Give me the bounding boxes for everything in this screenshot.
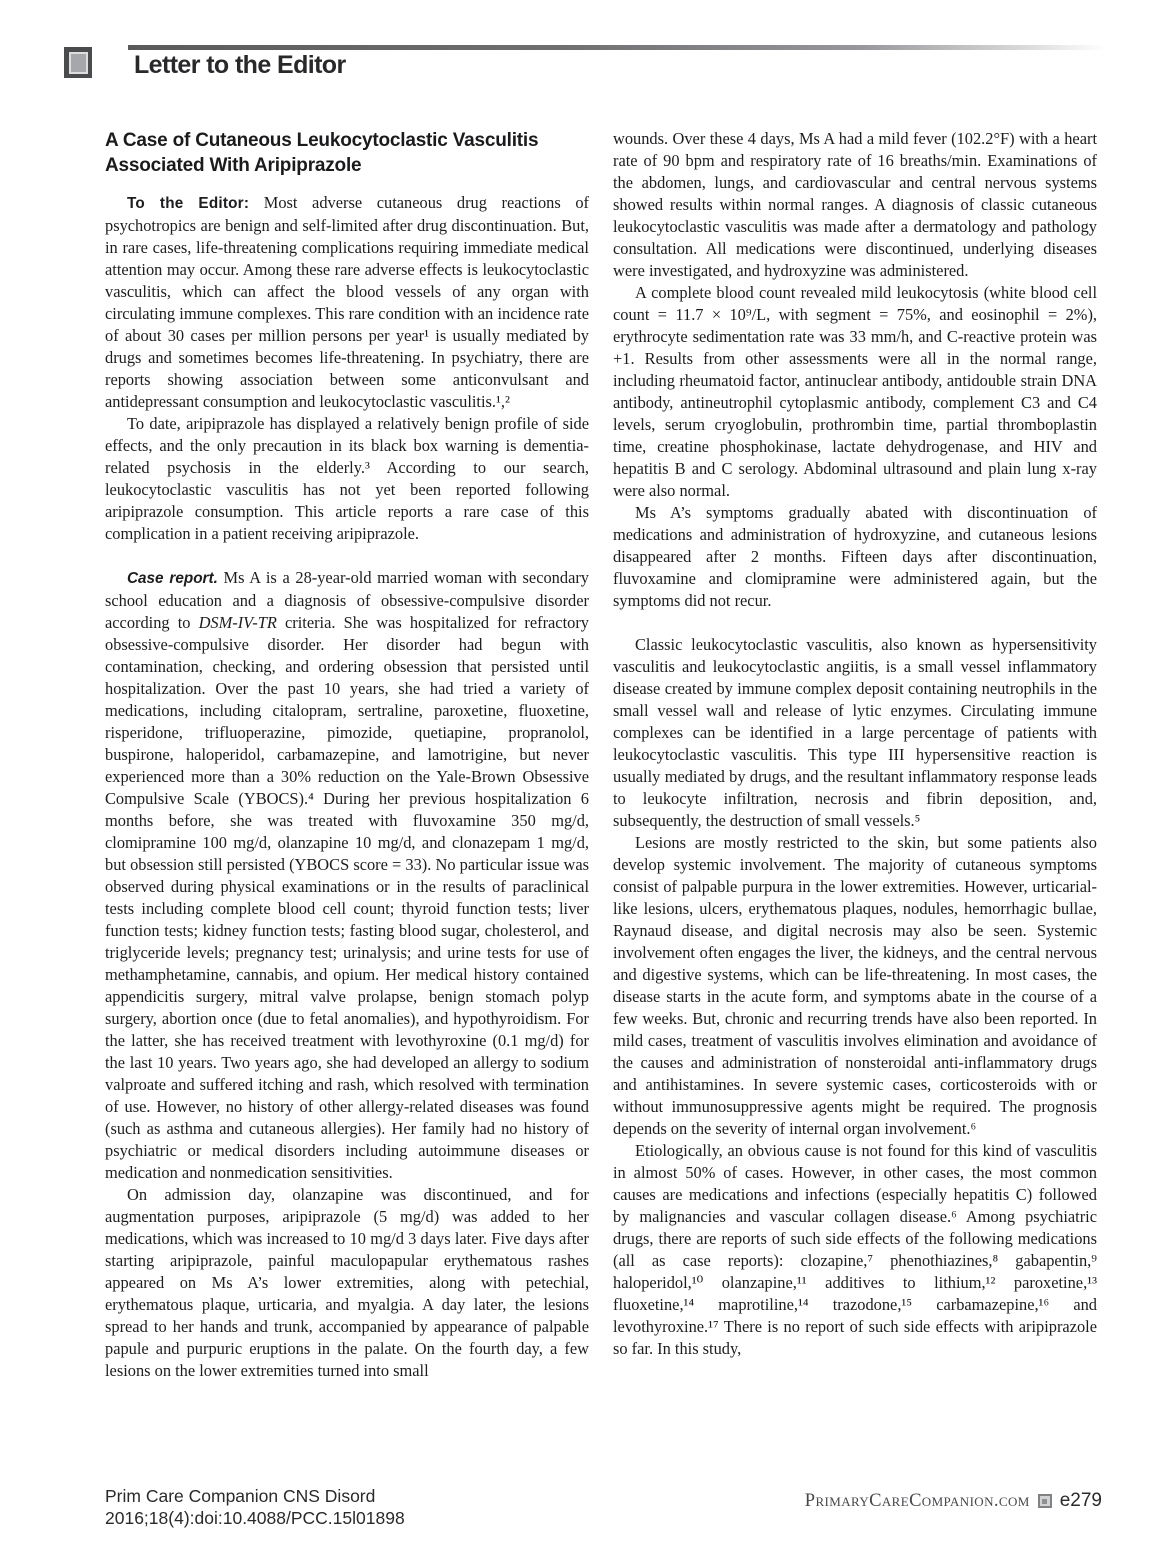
journal-website: PrimaryCareCompanion.com [804, 1490, 1030, 1511]
paragraph-text: Ms A’s symptoms gradually abated with discontinuation of medications and administration of hydroxyzine, and cutaneous lesions disappeared after 2 months. Fifteen days after discontinuation, fluvoxamine and clomipramine were administered again, but the symptoms did not recur. [613, 503, 1097, 610]
paragraph-text: A complete blood count revealed mild leukocytosis (white blood cell count = 11.7 × 10⁹/L, with segment = 75%, and eosinophil = 2%), erythrocyte sedimentation rate was 33 mm/h, and C-reactive protein was +1. Results from other assessments were all in the normal range, including rheumatoid factor, antinuclear antibody, antidouble strain DNA antibody, antineutrophil cytoplasmic antibody, complement C3 and C4 levels, serum cryoglobulin, prothrombin time, partial thromboplastin time, creatine phosphokinase, lactate dehydrogenase, and HIV and hepatitis B and C serology. Abdominal ultrasound and plain lung x-ray were also normal. [613, 283, 1097, 500]
paragraph-text: criteria. She was hospitalized for refractory obsessive-compulsive disorder. Her disorder had begun with contamination, checking, and ordering obsession that persisted until hospitalization. Over the past 10 years, she had tried a variety of medications, including citalopram, sertraline, paroxetine, fluoxetine, risperidone, trifluoperazine, pimozide, quetiapine, propranolol, buspirone, haloperidol, carbamazepine, and lamotrigine, but never experienced more than a 30% reduction on the Yale-Brown Obsessive Compulsive Scale (YBOCS).⁴ During her previous hospitalization 6 months before, she was treated with fluvoxamine 350 mg/d, clomipramine 100 mg/d, olanzapine 10 mg/d, and clonazepam 1 mg/d, but obsession still persisted (YBOCS score = 33). No particular issue was observed during physical examinations or in the results of paraclinical tests including complete blood cell count; thyroid function tests; liver function tests; kidney function tests; fasting blood sugar, cholesterol, and triglyceride levels; pregnancy test; urinalysis; and urine tests for use of methamphetamine, cannabis, and opium. Her medical history contained appendicitis surgery, mitral valve prolapse, benign stomach polyp surgery, abortion once (due to fetal anomalies), and hypothyroidism. For the latter, she has received treatment with levothyroxine (0.1 mg/d) for the last 10 years. Two years ago, she had developed an allergy to sodium valproate and suffered itching and rash, which resolved with termination of use. However, no history of other allergy-related diseases was found (such as asthma and cutaneous allergies). Her family had no history of psychiatric or medical disorders including autoimmune diseases or medication and nonmedication sensitivities. [105, 613, 589, 1182]
paragraph-wounds [613, 128, 1097, 282]
paragraph-text: Lesions are mostly restricted to the skin, but some patients also develop systemic involvement. The majority of cutaneous symptoms consist of palpable purpura in the lower extremities. However, urticarial-like lesions, ulcers, erythematous plaques, nodules, hemorrhagic bullae, Raynaud disease, and digital necrosis may also be seen. Systemic involvement often engages the liver, the kidneys, and the central nervous and digestive systems, which can be life-threatening. In most cases, the disease starts in the acute form, and symptoms abate in the course of a few weeks. But, chronic and recurring trends have also been reported. In mild cases, treatment of vasculitis involves elimination and avoidance of the causes and administration of nonsteroidal anti-inflammatory drugs and antihistamines. In severe systemic cases, corticosteroids with or without immunosuppressive agents might be required. The prognosis depends on the severity of internal organ involvement.⁶ [613, 833, 1097, 1138]
paragraph-lesions [613, 832, 1097, 1140]
paragraph-blood-count [613, 282, 1097, 502]
page-number: e279 [1059, 1490, 1102, 1511]
paragraph-text: Etiologically, an obvious cause is not found for this kind of vasculitis in almost 50% of cases. However, in other cases, the most common causes are medications and infections (especially hepatitis C) followed by malignancies and vascular collagen disease.⁶ Among psychiatric drugs, there are reports of such side effects of the following medications (all as case reports): clozapine,⁷ phenothiazines,⁸ gabapentin,⁹ haloperidol,¹⁰ olanzapine,¹¹ additives to lithium,¹² paroxetine,¹³ fluoxetine,¹⁴ maprotiline,¹⁴ trazodone,¹⁵ carbamazepine,¹⁶ and levothyroxine.¹⁷ There is no report of such side effects with aripiprazole so far. In this study, [613, 1141, 1097, 1358]
paragraph-etiology [613, 1140, 1097, 1360]
paragraph-text: wounds. Over these 4 days, Ms A had a mild fever (102.2°F) with a heart rate of 90 bpm and respiratory rate of 16 breaths/min. Examinations of the abdomen, lungs, and cardiovascular and central nervous systems showed results within normal ranges. A diagnosis of classic cutaneous leukocytoclastic vasculitis was made after a dermatology and pathology consultation. All medications were discontinued, underlying diseases were investigated, and hydroxyzine was administered. [613, 129, 1097, 280]
paragraph-text: To date, aripiprazole has displayed a relatively benign profile of side effects, and the only precaution in its black box warning is dementia-related psychosis in the elderly.³ According to our search, leukocytoclastic vasculitis has not yet been reported following aripiprazole consumption. This article reports a rare case of this complication in a patient receiving aripiprazole. [105, 414, 589, 543]
journal-name: Prim Care Companion CNS Disord [105, 1486, 376, 1506]
footer-badge-icon [1038, 1494, 1052, 1508]
right-column [613, 128, 1097, 1360]
paragraph-text: Ms A is a 28-year-old married woman with secondary school education and a diagnosis of obsessive-compulsive disorder according to [105, 568, 589, 632]
paragraph-text: Classic leukocytoclastic vasculitis, also known as hypersensitivity vasculitis and leukocytoclastic angiitis, is a small vessel inflammatory disease created by immune complex deposit containing neutrophils in the small vessel wall and release of lytic enzymes. Circulating immune complexes can be identified in a large percentage of patients with leukocytoclastic vasculitis. This type III hypersensitive reaction is usually mediated by drugs, and the resultant inflammatory response leads to leukocyte infiltration, necrosis and fibrin deposition, and, subsequently, the destruction of small vessels.⁵ [613, 635, 1097, 830]
footer-badge-inner-square [1042, 1499, 1047, 1504]
article-title: A Case of Cutaneous Leukocytoclastic Vasculitis Associated With Aripiprazole [105, 130, 539, 176]
paragraph-admission [105, 1184, 589, 1382]
header-gradient-rule [128, 45, 1103, 50]
left-column [105, 128, 589, 1382]
section-badge-icon [64, 47, 92, 78]
paragraph-to-date [105, 413, 589, 545]
to-the-editor-lead: To the Editor: [127, 195, 250, 212]
footer-right [805, 1490, 1102, 1512]
case-report-lead: Case report. [127, 570, 218, 587]
paragraph-intro [105, 192, 589, 413]
journal-doi: 2016;18(4):doi:10.4088/PCC.15l01898 [105, 1508, 405, 1528]
dsm-reference: DSM-IV-TR [198, 613, 277, 632]
paragraph-text: Most adverse cutaneous drug reactions of psychotropics are benign and self-limited after drug discontinuation. But, in rare cases, life-threatening complications requiring immediate medical attention may occur. Among these rare adverse effects is leukocytoclastic vasculitis, which can affect the blood vessels of any organ with circulating immune complexes. This rare condition with an incidence rate of about 30 cases per million persons per year¹ is usually mediated by drugs and sometimes becomes life-threatening. In psychiatry, there are reports showing association between some anticonvulsant and antidepressant consumption and leukocytoclastic vasculitis.¹,² [105, 193, 589, 411]
section-label: Letter to the Editor [134, 51, 346, 79]
paragraph-text: On admission day, olanzapine was discontinued, and for augmentation purposes, aripiprazole (5 mg/d) was added to her medications, which was increased to 10 mg/d 3 days later. Five days after starting aripiprazole, painful maculopapular erythematous rashes appeared on Ms A’s lower extremities, along with petechial, erythematous plaque, urticaria, and myalgia. A day later, the lesions spread to her hands and trunk, accompanied by appearance of palpable papule and purpuric eruptions in the palate. On the fourth day, a few lesions on the lower extremities turned into small [105, 1185, 589, 1380]
paragraph-case-report [105, 567, 589, 1184]
paragraph-symptoms-abated [613, 502, 1097, 612]
paragraph-classic-vasculitis [613, 634, 1097, 832]
journal-citation [105, 1485, 405, 1529]
section-badge-inner-square [69, 52, 88, 74]
